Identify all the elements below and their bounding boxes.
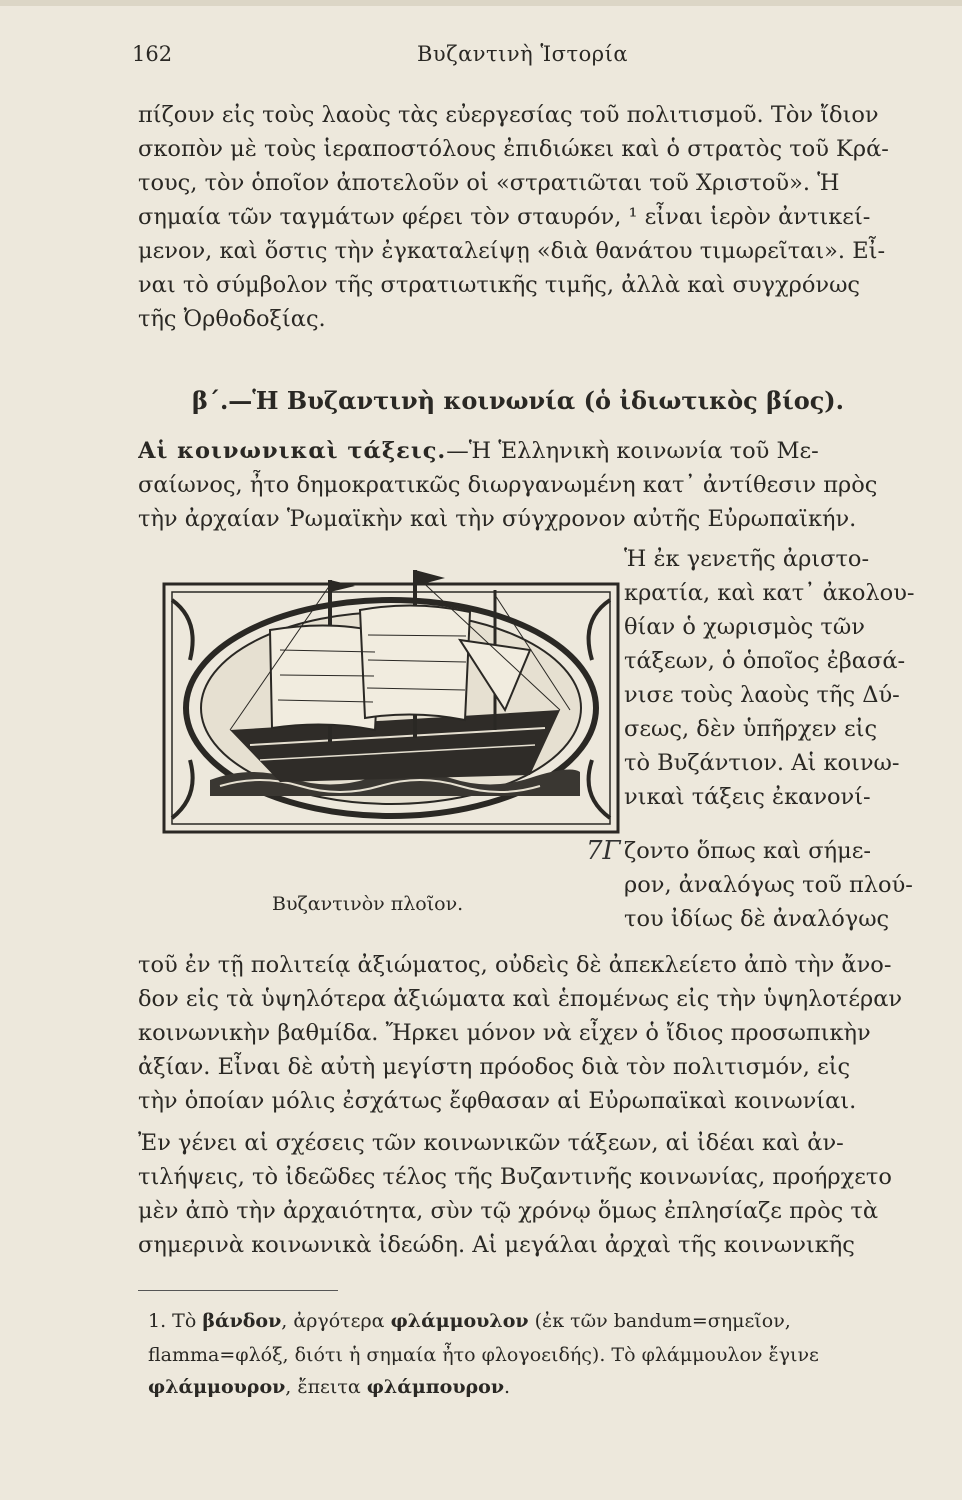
text-line: μὲν ἀπὸ τὴν ἀρχαιότητα, σὺν τῷ χρόνῳ ὅμως ἐπλησίαζε πρὸς τὰ xyxy=(138,1198,879,1224)
paragraph-lead: Αἱ κοινωνικαὶ τάξεις. xyxy=(138,438,447,464)
text-line: νισε τοὺς λαοὺς τῆς Δύ- xyxy=(624,682,900,708)
footnote-term: φλάμμουλον xyxy=(390,1310,529,1332)
text-line: σεως, δὲν ὑπῆρχεν εἰς xyxy=(624,716,878,742)
text-line: δον εἰς τὰ ὑψηλότερα ἀξιώματα καὶ ἑπομένως εἰς τὴν ὑψηλοτέραν xyxy=(138,986,903,1012)
text-line: τοῦ ἐν τῇ πολιτείᾳ ἀξιώματος, οὐδεὶς δὲ ἀπεκλείετο ἀπὸ τὴν ἄνο- xyxy=(138,952,892,978)
text-line: τάξεων, ὁ ὁποῖος ἐβασά- xyxy=(624,648,906,674)
text-line: ζοντο ὅπως καὶ σήμε- xyxy=(624,838,871,864)
text-line: νικαὶ τάξεις ἐκανονί- xyxy=(624,784,871,810)
footnote-text: 1. Τὸ xyxy=(148,1310,203,1332)
text-line: σημαία τῶν ταγμάτων φέρει τὸν σταυρόν, ¹ εἶναι ἱερὸν ἀντικεί- xyxy=(138,204,871,230)
handwritten-margin-mark: 7Γ xyxy=(586,836,621,866)
footnote-term: φλάμμουρον xyxy=(148,1376,286,1398)
paragraph-opening-line xyxy=(138,436,930,466)
text-line: πίζουν εἰς τοὺς λαοὺς τὰς εὐεργεσίας τοῦ πολιτισμοῦ. Τὸν ἴδιον xyxy=(138,102,879,128)
paragraph-lead-rest: —Ἡ Ἑλληνικὴ κοινωνία τοῦ Με- xyxy=(446,438,819,464)
footnote-line xyxy=(148,1374,938,1401)
section-heading: β΄.—Ἡ Βυζαντινὴ κοινωνία (ὁ ἰδιωτικὸς βίος). xyxy=(192,386,845,415)
text-line: σκοπὸν μὲ τοὺς ἱεραποστόλους ἐπιδιώκει καὶ ὁ στρατὸς τοῦ Κρά- xyxy=(138,136,889,162)
text-line: ἀξίαν. Εἶναι δὲ αὐτὴ μεγίστη πρόοδος διὰ τὸν πολιτισμόν, εἰς xyxy=(138,1054,851,1080)
text-line: κοινωνικὴν βαθμίδα. Ἤρκει μόνον νὰ εἶχεν ὁ ἴδιος προσωπικὴν xyxy=(138,1020,871,1046)
footnote-rule xyxy=(138,1290,338,1291)
running-title: Βυζαντινὴ Ἱστορία xyxy=(417,42,629,66)
text-line: τους, τὸν ὁποῖον ἀποτελοῦν οἱ «στρατιῶται τοῦ Χριστοῦ». Ἡ xyxy=(138,170,840,196)
page-number: 162 xyxy=(132,42,173,66)
running-header xyxy=(132,42,932,72)
text-line: τῆς Ὀρθοδοξίας. xyxy=(138,306,326,332)
figure-caption: Βυζαντινὸν πλοῖον. xyxy=(272,893,464,915)
text-line: τὴν ὁποίαν μόλις ἐσχάτως ἔφθασαν αἱ Εὐρωπαϊκαὶ κοινωνίαι. xyxy=(138,1088,857,1114)
text-line: μενον, καὶ ὅστις τὴν ἐγκαταλείψῃ «διὰ θανάτου τιμωρεῖται». Εἶ- xyxy=(138,238,886,264)
footnote-text: , ἔπειτα xyxy=(285,1376,367,1398)
footnote-text: (ἐκ τῶν bandum=σημεῖον, xyxy=(528,1310,791,1332)
footnote-term: φλάμπουρον xyxy=(366,1376,505,1398)
text-line: σημερινὰ κοινωνικὰ ἰδεώδη. Αἱ μεγάλαι ἀρχαὶ τῆς κοινωνικῆς xyxy=(138,1232,855,1258)
footnote-text: . xyxy=(504,1376,511,1398)
text-line: θίαν ὁ χωρισμὸς τῶν xyxy=(624,614,865,640)
text-line: ρον, ἀναλόγως τοῦ πλού- xyxy=(624,872,913,898)
text-line: κρατία, καὶ κατ᾽ ἀκολου- xyxy=(624,580,915,606)
text-line: ναι τὸ σύμβολον τῆς στρατιωτικῆς τιμῆς, ἀλλὰ καὶ συγχρόνως xyxy=(138,272,861,298)
text-line: τὴν ἀρχαίαν Ῥωμαϊκὴν καὶ τὴν σύγχρονον αὐτῆς Εὐρωπαϊκήν. xyxy=(138,506,857,532)
footnote-term: βάνδον xyxy=(202,1310,282,1332)
page-top-edge xyxy=(0,0,962,6)
ship-engraving-illustration xyxy=(160,560,622,840)
footnote-text: , ἀργότερα xyxy=(281,1310,391,1332)
footnote-line: flamma=φλόξ, διότι ἡ σημαία ἦτο φλογοειδής). Τὸ φλάμμουλον ἔγινε xyxy=(148,1344,819,1366)
text-line: του ἰδίως δὲ ἀναλόγως xyxy=(624,906,890,932)
text-line: τὸ Βυζάντιον. Αἱ κοινω- xyxy=(624,750,900,776)
text-line: τιλήψεις, τὸ ἰδεῶδες τέλος τῆς Βυζαντινῆς κοινωνίας, προήρχετο xyxy=(138,1164,892,1190)
text-line: Ἐν γένει αἱ σχέσεις τῶν κοινωνικῶν τάξεων, αἱ ἰδέαι καὶ ἀν- xyxy=(138,1130,844,1156)
text-line: σαίωνος, ἦτο δημοκρατικῶς διωργανωμένη κατ᾽ ἀντίθεσιν πρὸς xyxy=(138,472,878,498)
footnote-line xyxy=(148,1308,938,1335)
text-line: Ἡ ἐκ γενετῆς ἀριστο- xyxy=(624,546,870,572)
